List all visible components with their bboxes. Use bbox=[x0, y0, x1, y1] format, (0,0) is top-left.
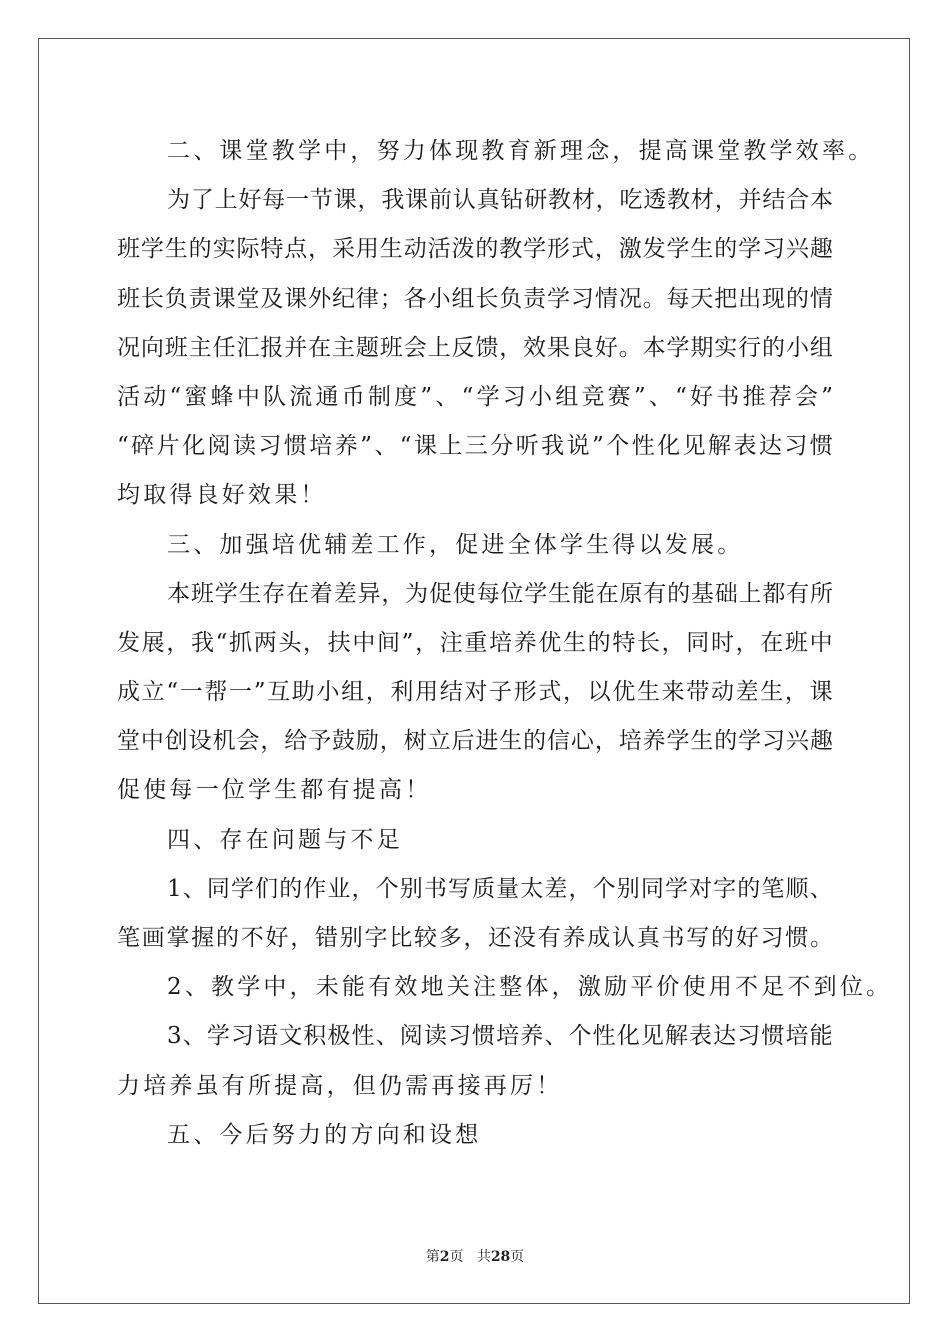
text-line: 三、加强培优辅差工作，促进全体学生得以发展。 bbox=[167, 531, 744, 558]
text-line: 本 班 学 生 存 在 着 差 异 ， 为 促 使 每 位 学 生 能 在 原 有 的 基 础 上 都 有 所 bbox=[167, 580, 833, 607]
footer-total-suffix: 页 bbox=[510, 1249, 525, 1265]
text-line: 1 、 同 学 们 的 作 业 ， 个 别 书 写 质 量 太 差 ， 个 别 同 学 对 字 的 笔 顺 、 bbox=[167, 875, 833, 902]
text-line: 为 了 上 好 每 一 节 课 ， 我 课 前 认 真 钻 研 教 材 ， 吃 透 教 材 ， 并 结 合 本 bbox=[167, 187, 833, 214]
text-line: 均取得良好效果！ bbox=[117, 482, 327, 509]
text-line: 班 长 负 责 课 堂 及 课 外 纪 律 ； 各 小 组 长 负 责 学 习 情 况 。 每 天 把 出 现 的 情 bbox=[117, 285, 833, 312]
text-line: 活 动 “ 蜜 蜂 中 队 流 通 币 制 度 ” 、 “ 学 习 小 组 竞 赛 ” 、 “ 好 书 推 荐 会 ” bbox=[117, 383, 833, 410]
text-line: 发 展 ， 我 “ 抓 两 头 ， 扶 中 间 ” ， 注 重 培 养 优 生 的 特 长 ， 同 时 ， 在 班 中 bbox=[117, 629, 833, 656]
text-line: 二、课堂教学中，努力体现教育新理念，提高课堂教学效率。 bbox=[167, 138, 875, 164]
text-line: 况 向 班 主 任 汇 报 并 在 主 题 班 会 上 反 馈 ， 效 果 良 好 。 本 学 期 实 行 的 小 组 bbox=[117, 334, 833, 361]
page-footer bbox=[0, 1246, 950, 1266]
text-line: 2、教学中，未能有效地关注整体，激励平价使用不足不到位。 bbox=[167, 974, 893, 1001]
footer-page-suffix: 页 bbox=[449, 1249, 464, 1265]
text-line: 成 立 “ 一 帮 一 ” 互 助 小 组 ， 利 用 结 对 子 形 式 ， 以 优 生 来 带 动 差 生 ， 课 bbox=[117, 679, 833, 706]
text-line: 五、今后努力的方向和设想 bbox=[167, 1121, 482, 1148]
footer-total-pages: 28 bbox=[490, 1249, 511, 1265]
text-line: 四、存在问题与不足 bbox=[167, 826, 403, 853]
footer-total-prefix: 共 bbox=[476, 1249, 491, 1265]
text-line: 笔 画 掌 握 的 不 好 ， 错 别 字 比 较 多 ， 还 没 有 养 成 认 真 书 写 的 好 习 惯 。 bbox=[117, 925, 833, 951]
text-line: 力培养虽有所提高，但仍需再接再厉！ bbox=[117, 1072, 563, 1099]
document-body bbox=[117, 127, 893, 1160]
text-line: 3 、 学 习 语 文 积 极 性 、 阅 读 习 惯 培 养 、 个 性 化 见 解 表 达 习 惯 培 能 bbox=[167, 1023, 833, 1050]
text-line: 堂 中 创 设 机 会 ， 给 予 鼓 励 ， 树 立 后 进 生 的 信 心 ， 培 养 学 生 的 学 习 兴 趣 bbox=[117, 728, 833, 755]
text-line: 促使每一位学生都有提高！ bbox=[117, 777, 432, 804]
text-line: 班 学 生 的 实 际 特 点 ， 采 用 生 动 活 泼 的 教 学 形 式 ， 激 发 学 生 的 学 习 兴 趣 bbox=[117, 236, 833, 263]
footer-current-page: 2 bbox=[439, 1249, 450, 1265]
footer-prefix: 第 bbox=[425, 1249, 440, 1265]
text-line: “ 碎 片 化 阅 读 习 惯 培 养 ” 、 “ 课 上 三 分 听 我 说 ” 个 性 化 见 解 表 达 习 惯 bbox=[117, 433, 833, 460]
